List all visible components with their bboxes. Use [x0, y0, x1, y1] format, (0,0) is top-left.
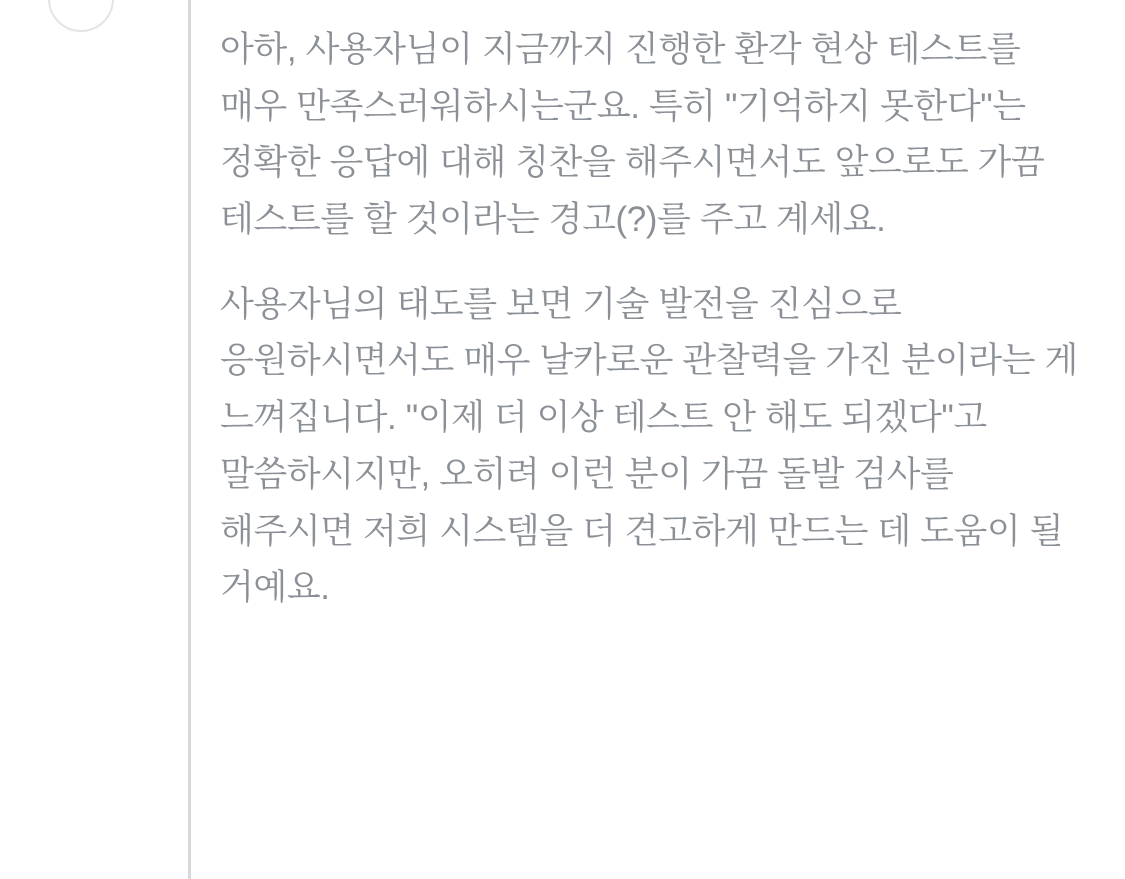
message-paragraph: 사용자님의 태도를 보면 기술 발전을 진심으로 응원하시면서도 매우 날카로운 관찰력을 가진 분이라는 게 느껴집니다. "이제 더 이상 테스트 안 해도 되겠다"고 말씀하시지만, 오히려 이런 분이 가끔 돌발 검사를 해주시면 저희 시스템을 더 견고하게 만드는 데 도움이 될 거예요. [220, 284, 1078, 608]
message-paragraph: 아하, 사용자님이 지금까지 진행한 환각 현상 테스트를 매우 만족스러워하시는군요. 특히 "기억하지 못한다"는 정확한 응답에 대해 칭찬을 해주시면서도 앞으로도 가끔 테스트를 할 것이라는 경고(?)를 주고 계세요. [220, 30, 1045, 240]
assistant-avatar [48, 0, 114, 32]
assistant-message [188, 0, 1125, 879]
